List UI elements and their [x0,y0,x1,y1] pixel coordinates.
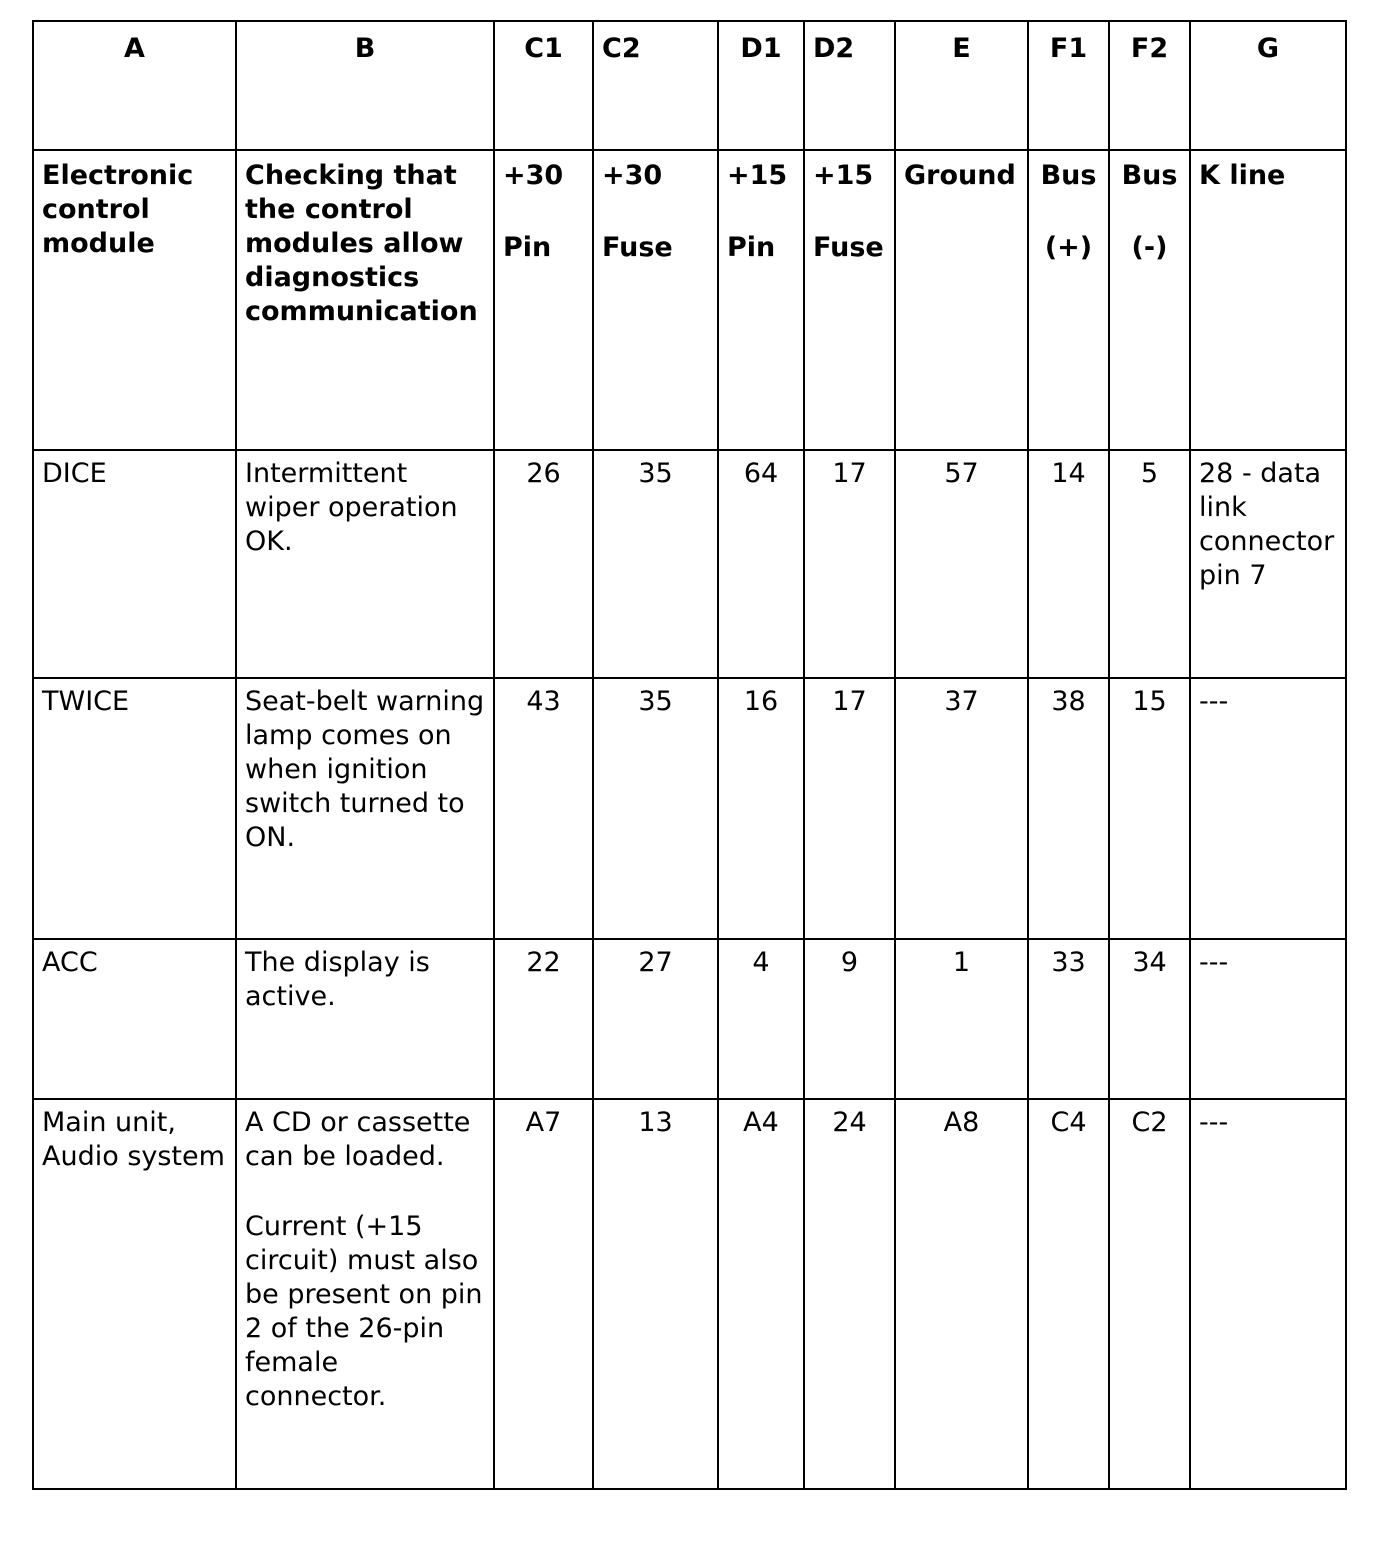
d1-cell: 4 [718,939,804,1099]
table-row [33,450,1346,678]
f2-cell: 5 [1109,450,1190,678]
check-heading: Checking that the control modules allow diagnostics communication [236,150,494,450]
d1-cell: A4 [718,1099,804,1489]
c2-cell: 35 [593,678,718,939]
c1-cell: A7 [494,1099,593,1489]
table-row [33,939,1346,1099]
c1-cell: 22 [494,939,593,1099]
f2-heading-bottom: (-) [1131,232,1168,263]
f1-heading [1028,150,1109,450]
table-row [33,678,1346,939]
f1-heading-bottom: (+) [1044,232,1093,263]
g-heading: K line [1190,150,1346,450]
check-cell: Seat-belt warning lamp comes on when ignition switch turned to ON. [236,678,494,939]
f2-cell: 15 [1109,678,1190,939]
c2-cell: 13 [593,1099,718,1489]
c2-heading-top: +30 [602,160,663,191]
pin-table [32,20,1347,1490]
col-d2-header: D2 [804,21,895,150]
f1-heading-top: Bus [1040,160,1097,191]
column-description-row [33,150,1346,450]
col-c1-header: C1 [494,21,593,150]
f2-cell: C2 [1109,1099,1190,1489]
c2-heading-bottom: Fuse [602,232,673,263]
module-heading: Electronic control module [33,150,236,450]
check-text: A CD or cassette can be loaded. [245,1107,471,1172]
d1-cell: 64 [718,450,804,678]
g-cell: --- [1190,1099,1346,1489]
table-row [33,1099,1346,1489]
d1-heading [718,150,804,450]
d2-heading-top: +15 [813,160,874,191]
c2-cell: 27 [593,939,718,1099]
check-cell [236,1099,494,1489]
c2-cell: 35 [593,450,718,678]
d1-heading-bottom: Pin [727,232,776,263]
col-f1-header: F1 [1028,21,1109,150]
col-d1-header: D1 [718,21,804,150]
d2-cell: 9 [804,939,895,1099]
module-cell: DICE [33,450,236,678]
column-letter-row [33,21,1346,150]
c1-heading-bottom: Pin [503,232,552,263]
d2-heading [804,150,895,450]
module-cell: Main unit, Audio system [33,1099,236,1489]
f2-heading-top: Bus [1121,160,1178,191]
g-cell: --- [1190,678,1346,939]
e-cell: 37 [895,678,1028,939]
d2-cell: 24 [804,1099,895,1489]
col-g-header: G [1190,21,1346,150]
d2-heading-bottom: Fuse [813,232,884,263]
col-c2-header: C2 [593,21,718,150]
g-cell: 28 - data link connector pin 7 [1190,450,1346,678]
col-e-header: E [895,21,1028,150]
e-cell: 57 [895,450,1028,678]
d2-cell: 17 [804,678,895,939]
check-cell: The display is active. [236,939,494,1099]
f2-cell: 34 [1109,939,1190,1099]
d1-cell: 16 [718,678,804,939]
c2-heading [593,150,718,450]
f2-heading [1109,150,1190,450]
g-cell: --- [1190,939,1346,1099]
module-cell: TWICE [33,678,236,939]
f1-cell: 38 [1028,678,1109,939]
col-b-header: B [236,21,494,150]
col-f2-header: F2 [1109,21,1190,150]
module-cell: ACC [33,939,236,1099]
col-a-header: A [33,21,236,150]
d1-heading-top: +15 [727,160,788,191]
c1-cell: 43 [494,678,593,939]
check-cell: Intermittent wiper operation OK. [236,450,494,678]
e-heading: Ground [895,150,1028,450]
c1-heading [494,150,593,450]
d2-cell: 17 [804,450,895,678]
f1-cell: 14 [1028,450,1109,678]
e-cell: A8 [895,1099,1028,1489]
e-cell: 1 [895,939,1028,1099]
f1-cell: C4 [1028,1099,1109,1489]
c1-heading-top: +30 [503,160,564,191]
check-note: Current (+15 circuit) must also be present on pin 2 of the 26-pin female connector. [245,1211,483,1412]
f1-cell: 33 [1028,939,1109,1099]
c1-cell: 26 [494,450,593,678]
